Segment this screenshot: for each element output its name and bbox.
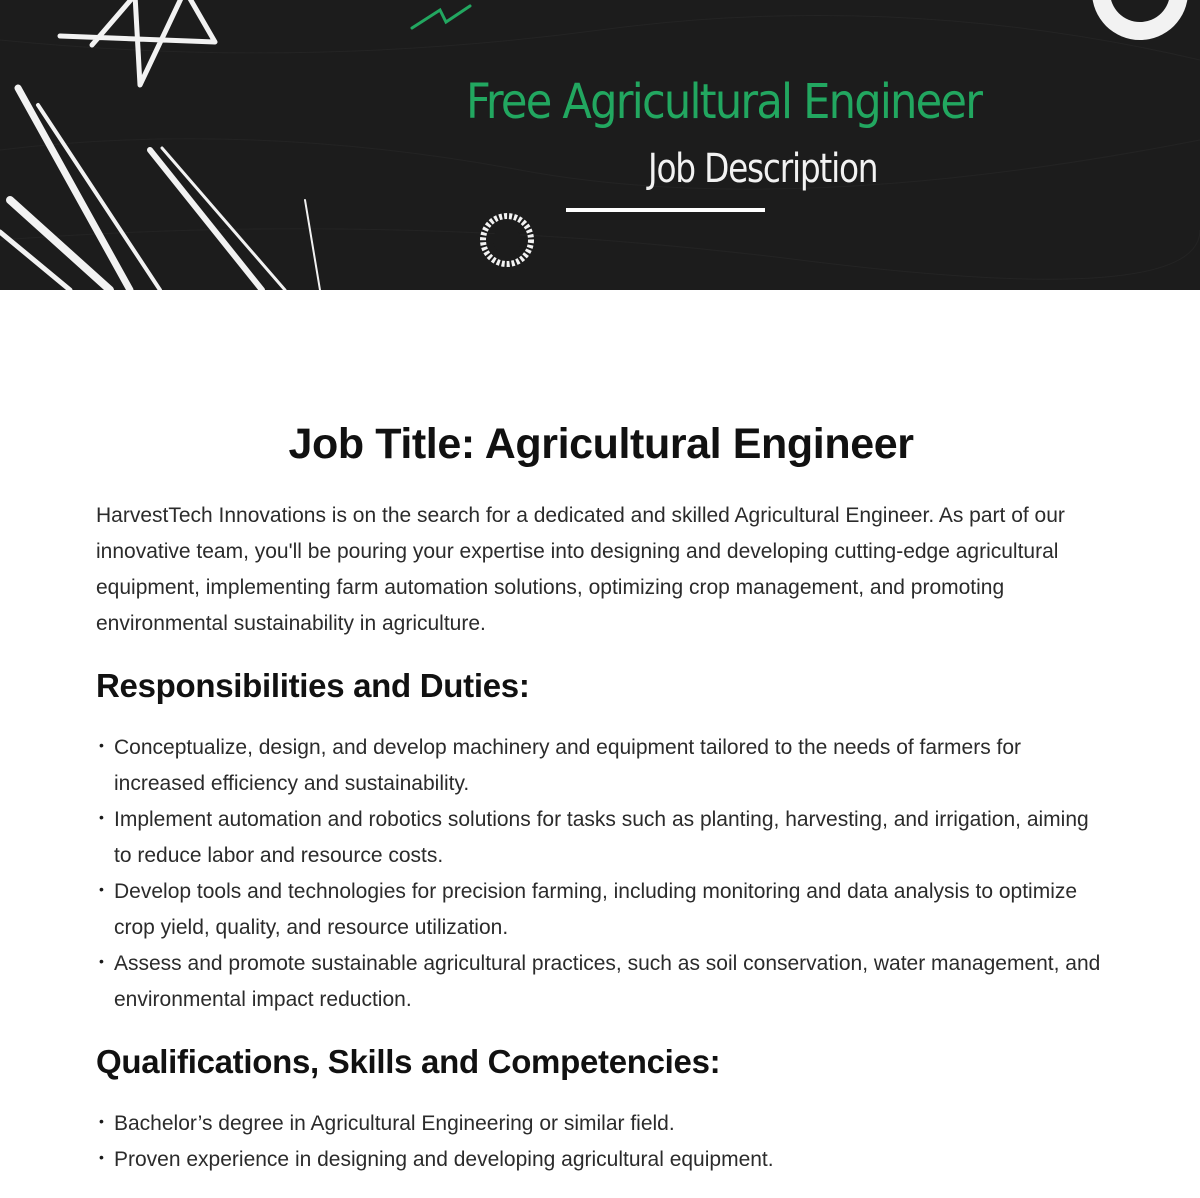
- list-item: [96, 1106, 1106, 1142]
- bullet-icon: •: [99, 1149, 104, 1165]
- banner-subtitle: Job Description: [648, 146, 878, 192]
- list-item-text: Conceptualize, design, and develop machinery and equipment tailored to the needs of farmers for increased efficiency and sustainability.: [114, 736, 1022, 795]
- qualifications-heading: Qualifications, Skills and Competencies:: [96, 1043, 721, 1080]
- list-item: [96, 874, 1106, 946]
- bullet-icon: •: [99, 881, 104, 897]
- banner-divider: [566, 208, 765, 212]
- job-title: Job Title: Agricultural Engineer: [288, 420, 914, 468]
- list-item: [96, 730, 1106, 802]
- list-item-text: Bachelor’s degree in Agricultural Engineering or similar field.: [114, 1112, 675, 1135]
- banner-title: Free Agricultural Engineer: [466, 74, 982, 130]
- decorative-brush-strokes: [0, 0, 1200, 290]
- document-body: [96, 414, 1106, 1178]
- list-item-text: Develop tools and technologies for precision farming, including monitoring and data analysis to optimize crop yield, quality, and resource utilization.: [114, 880, 1078, 939]
- list-item: [96, 802, 1106, 874]
- bullet-icon: •: [99, 809, 104, 825]
- list-item-text: Proven experience in designing and developing agricultural equipment.: [114, 1148, 774, 1171]
- responsibilities-list: [96, 730, 1106, 1018]
- bullet-icon: •: [99, 737, 104, 753]
- responsibilities-heading: Responsibilities and Duties:: [96, 667, 530, 704]
- header-banner: [0, 0, 1200, 290]
- bullet-icon: •: [99, 953, 104, 969]
- bullet-icon: •: [99, 1113, 104, 1129]
- list-item-text: Implement automation and robotics solutions for tasks such as planting, harvesting, and irrigation, aiming to reduce labor and resource costs.: [114, 808, 1089, 867]
- qualifications-list: [96, 1106, 1106, 1178]
- list-item: [96, 1142, 1106, 1178]
- list-item-text: Assess and promote sustainable agricultural practices, such as soil conservation, water management, and environmental impact reduction.: [114, 952, 1101, 1011]
- intro-paragraph: HarvestTech Innovations is on the search for a dedicated and skilled Agricultural Engineer. As part of our innovative team, you'll be pouring your expertise into designing and developing cutting-edge agricultural equipment, implementing farm automation solutions, optimizing crop management, and promoting environmental sustainability in agriculture.: [96, 504, 1065, 635]
- list-item: [96, 946, 1106, 1018]
